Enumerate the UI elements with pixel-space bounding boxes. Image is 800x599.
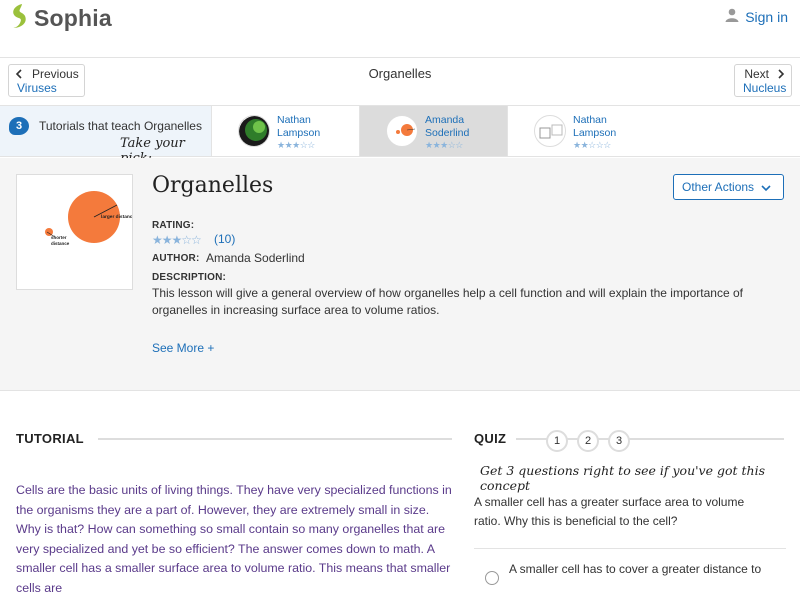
previous-label: Previous [32,67,79,81]
see-more-link[interactable]: See More + [152,341,215,355]
rating-count-link[interactable]: (10) [214,232,236,246]
quiz-answer-option[interactable] [474,548,786,588]
rating-label: RATING: [152,220,195,231]
description-label: DESCRIPTION: [152,272,227,283]
thumb-shorter-label: shorter [51,235,67,240]
tutorial-author: Nathan Lampson [277,114,321,139]
quiz-question-text: A smaller cell has a greater surface area to volume ratio. Why this is beneficial to the cell? [474,495,745,528]
other-actions-button[interactable] [673,174,784,200]
tutorial-thumbnail [238,115,270,147]
chevron-right-icon [777,68,785,82]
thumb-distance-label: distance [51,241,70,246]
tutorial-card[interactable] [211,106,359,156]
next-button[interactable] [734,64,792,97]
tutorial-author: Nathan Lampson [573,114,617,139]
answer-text: A smaller cell has to cover a greater distance to [509,562,762,576]
next-link[interactable]: Nucleus [743,81,787,95]
quiz-tagline: Get 3 questions right to see if you've got this concept [480,463,765,493]
lesson-title: Organelles [152,173,274,198]
user-icon [725,8,739,25]
lesson-nav [0,58,800,105]
lesson-details [0,158,800,391]
quiz-question-3[interactable]: 3 [608,430,630,452]
tutorial-rating-stars: ★★★☆☆ [425,140,463,150]
site-header [0,0,800,58]
answer-radio[interactable] [485,571,499,585]
sophia-logo[interactable] [10,3,112,34]
tutorial-count-badge: 3 [9,117,29,135]
previous-link[interactable]: Viruses [17,81,57,95]
sign-in-link[interactable] [725,8,788,25]
tutorial-thumbnail [534,115,566,147]
tutorial-rating-stars: ★★★☆☆ [277,140,315,150]
tutorial-author: Amanda Soderlind [425,114,470,139]
nav-title: Organelles [368,66,432,81]
quiz-question-2[interactable]: 2 [577,430,599,452]
take-your-pick-label: Take your [120,136,185,151]
thumb-larger-label: larger distance [101,215,132,220]
other-actions-label: Other Actions [682,180,755,194]
tutorial-heading: TUTORIAL [16,431,84,446]
sign-in-label: Sign in [745,8,788,25]
sophia-logo-icon [10,3,30,34]
author-label: AUTHOR: [152,253,200,264]
author-name: Amanda Soderlind [206,251,305,265]
rating-stars: ★★★☆☆ [152,233,201,247]
quiz-heading: QUIZ [474,431,507,446]
lesson-description: This lesson will give a general overview of how organelles help a cell function and will explain the importance of organelles in increasing surface area to volume ratios. [152,286,743,317]
brand-name: Sophia [34,5,112,31]
tutorial-divider [98,438,452,440]
tutorial-rating-stars: ★★☆☆☆ [573,140,611,150]
tutorial-card-selected[interactable] [359,106,507,156]
tutorial-card[interactable] [507,106,655,156]
tutorial-text: Cells are the basic units of living things. They have very specialized functions in the organisms they are a part of. However, they are extremely small in size. Why is that? How can something so small contain so many organelles that are very specialized and yet be so efficient? The answer comes down to math. A smaller cell has a smaller surface area to volume ratio. This means that smaller cells are [16,483,452,595]
lesson-thumbnail [16,174,133,290]
quiz-question-1[interactable]: 1 [546,430,568,452]
chevron-down-icon [761,176,771,200]
next-label: Next [744,67,769,81]
tutorial-thumbnail [386,115,418,147]
tutorials-bar [0,105,800,157]
tutorials-label: Tutorials that teach Organelles [39,119,202,133]
tutorials-summary [0,106,211,156]
